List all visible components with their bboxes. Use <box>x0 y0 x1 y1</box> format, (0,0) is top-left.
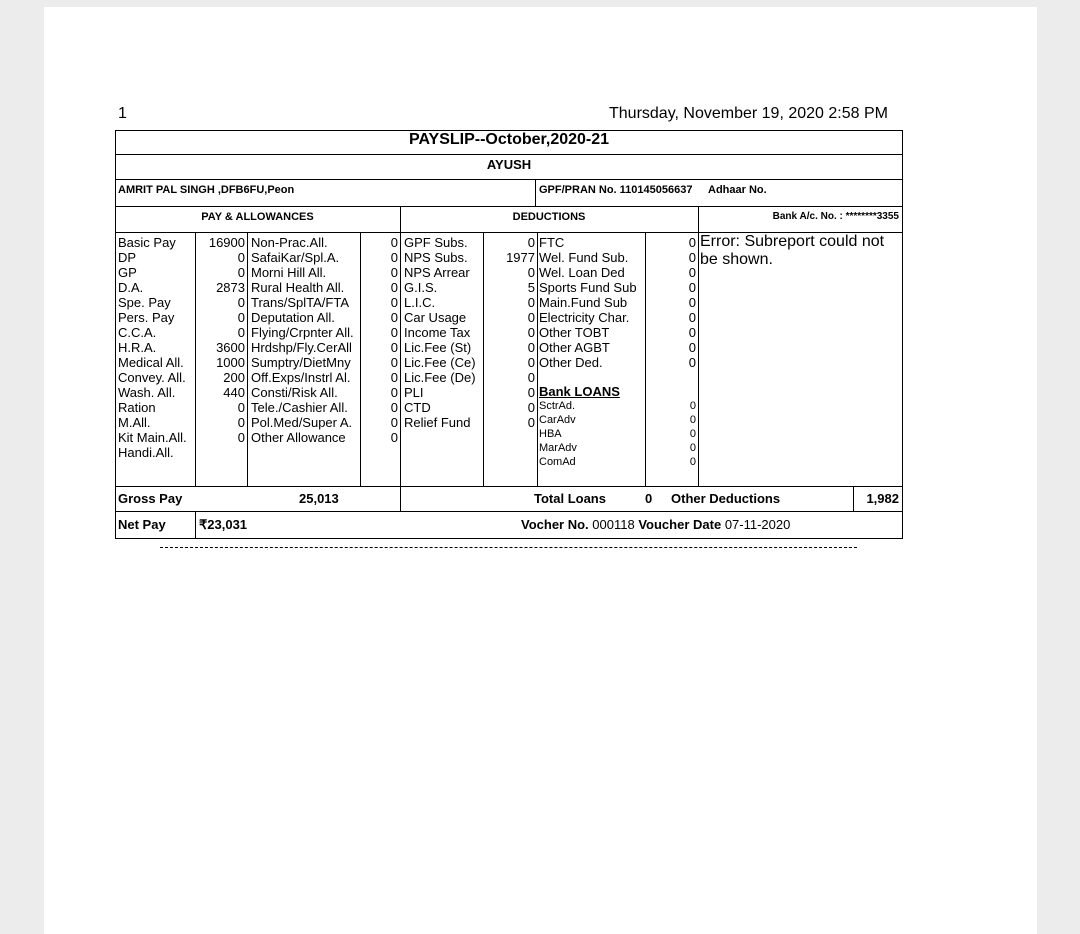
allowance-item-value: 0 <box>390 385 398 400</box>
pay-item-label: D.A. <box>118 280 144 295</box>
voucher-info <box>521 517 790 532</box>
loan-item-label: SctrAd. <box>539 400 576 412</box>
pay-item-label: Convey. All. <box>118 370 186 385</box>
allowance-item-value: 0 <box>390 355 398 370</box>
deduction-item-value: 0 <box>688 280 696 295</box>
pay-item-value: 0 <box>237 415 245 430</box>
deduction-item-label: Car Usage <box>404 310 467 325</box>
bank-loans-label: Bank LOANS <box>539 384 620 399</box>
allowance-item-value: 0 <box>390 400 398 415</box>
allowance-item-value: 0 <box>390 415 398 430</box>
loan-values <box>645 399 696 469</box>
pay-item-label: Medical All. <box>118 355 184 370</box>
total-loans-value: 0 <box>645 491 653 506</box>
allowance-item-label: Off.Exps/Instrl Al. <box>251 370 351 385</box>
deduction-values-1 <box>483 235 535 430</box>
deduction-item-label: Other TOBT <box>539 325 610 340</box>
deduction-item-label: Sports Fund Sub <box>539 280 637 295</box>
allowance-item-label: Sumptry/DietMny <box>251 355 351 370</box>
allowance-labels <box>251 235 354 445</box>
allowance-item-value: 0 <box>390 235 398 250</box>
allowance-item-label: Deputation All. <box>251 310 335 325</box>
allowance-item-label: Pol.Med/Super A. <box>251 415 353 430</box>
pay-item-value: 0 <box>237 295 245 310</box>
allowance-item-label: Tele./Cashier All. <box>251 400 348 415</box>
allowance-item-label: Trans/SplTA/FTA <box>251 295 349 310</box>
deduction-item-value: 0 <box>527 325 535 340</box>
deduction-item-label: Wel. Fund Sub. <box>539 250 629 265</box>
loan-item-value: 0 <box>689 428 696 440</box>
deduction-item-value: 0 <box>688 235 696 250</box>
deduction-item-value: 0 <box>688 340 696 355</box>
deduction-labels-2 <box>539 235 637 370</box>
aadhaar-label: Adhaar No. <box>708 184 767 196</box>
deduction-item-value: 0 <box>688 325 696 340</box>
deduction-labels-1 <box>404 235 476 430</box>
voucher-no-label: Vocher No. <box>521 517 589 532</box>
deduction-item-value: 0 <box>527 415 535 430</box>
deduction-item-label: Other Ded. <box>539 355 603 370</box>
deduction-item-value: 0 <box>527 400 535 415</box>
voucher-date: 07-11-2020 <box>724 517 791 532</box>
pay-item-value: 200 <box>223 370 245 385</box>
payslip-title: PAYSLIP--October,2020-21 <box>408 131 610 148</box>
cut-line <box>160 547 857 548</box>
other-deductions-value: 1,982 <box>866 491 899 506</box>
allowance-item-label: SafaiKar/Spl.A. <box>251 250 340 265</box>
allowance-item-label: Hrdshp/Fly.CerAll <box>251 340 352 355</box>
gross-pay-value: 25,013 <box>299 491 339 506</box>
pay-item-label: Pers. Pay <box>118 310 175 325</box>
deduction-item-value: 0 <box>688 310 696 325</box>
deduction-item-label: Other AGBT <box>539 340 610 355</box>
loan-item-label: HBA <box>539 428 562 440</box>
loan-item-value: 0 <box>689 442 696 454</box>
gpf-pran-number: GPF/PRAN No. 110145056637 <box>539 184 693 196</box>
allowance-item-value: 0 <box>390 430 398 445</box>
loan-item-value: 0 <box>689 456 696 468</box>
allowance-values <box>360 235 398 445</box>
deduction-item-label: L.I.C. <box>404 295 436 310</box>
deduction-item-label: Lic.Fee (St) <box>404 340 472 355</box>
net-pay-label: Net Pay <box>118 517 166 532</box>
pay-item-label: M.All. <box>118 415 151 430</box>
deduction-item-label: Lic.Fee (Ce) <box>404 355 476 370</box>
pay-item-value: 2873 <box>216 280 245 295</box>
voucher-no: 000118 <box>592 517 635 532</box>
pay-item-value: 0 <box>237 310 245 325</box>
pay-labels <box>118 235 187 460</box>
deduction-item-label: Wel. Loan Ded <box>539 265 625 280</box>
allowance-item-value: 0 <box>390 325 398 340</box>
employee-info: AMRIT PAL SINGH ,DFB6FU,Peon <box>118 184 295 196</box>
deduction-item-label: CTD <box>404 400 431 415</box>
loan-item-label: ComAd <box>539 456 576 468</box>
pay-item-label: Spe. Pay <box>118 295 171 310</box>
deduction-item-label: NPS Arrear <box>404 265 470 280</box>
other-deductions-label: Other Deductions <box>671 491 781 506</box>
deduction-item-value: 0 <box>688 355 696 370</box>
pay-allowances-header: PAY & ALLOWANCES <box>201 211 314 223</box>
deductions-header: DEDUCTIONS <box>512 211 586 223</box>
allowance-item-label: Flying/Crpnter All. <box>251 325 354 340</box>
pay-item-value: 3600 <box>216 340 245 355</box>
deduction-item-value: 0 <box>688 250 696 265</box>
pay-item-label: DP <box>118 250 137 265</box>
pay-item-value: 0 <box>237 250 245 265</box>
allowance-item-value: 0 <box>390 370 398 385</box>
deduction-item-label: NPS Subs. <box>404 250 468 265</box>
deduction-item-label: GPF Subs. <box>404 235 468 250</box>
deduction-item-label: Main.Fund Sub <box>539 295 628 310</box>
deduction-item-value: 5 <box>527 280 535 295</box>
pay-item-label: GP <box>118 265 137 280</box>
allowance-item-value: 0 <box>390 310 398 325</box>
gross-row <box>115 486 903 512</box>
loan-item-value: 0 <box>689 414 696 426</box>
pay-item-label: Basic Pay <box>118 235 176 250</box>
allowance-item-value: 0 <box>390 250 398 265</box>
deduction-item-label: G.I.S. <box>404 280 438 295</box>
gross-pay-label: Gross Pay <box>118 491 183 506</box>
deduction-item-value: 0 <box>527 235 535 250</box>
pay-item-value: 1000 <box>216 355 245 370</box>
subreport-error: Error: Subreport could not be shown. <box>700 233 885 268</box>
allowance-item-value: 0 <box>390 280 398 295</box>
loan-item-label: CarAdv <box>539 414 576 426</box>
pay-item-label: Wash. All. <box>118 385 176 400</box>
office-name: AYUSH <box>486 157 532 172</box>
print-datetime: Thursday, November 19, 2020 2:58 PM <box>609 105 888 122</box>
net-pay-value: ₹23,031 <box>199 517 248 532</box>
deduction-values-2 <box>645 235 696 370</box>
deduction-item-value: 0 <box>527 370 535 385</box>
allowance-item-label: Morni Hill All. <box>251 265 327 280</box>
deduction-item-value: 0 <box>527 265 535 280</box>
pay-item-value: 440 <box>223 385 245 400</box>
pay-item-label: C.C.A. <box>118 325 157 340</box>
allowance-item-label: Rural Health All. <box>251 280 345 295</box>
pay-item-value: 0 <box>237 265 245 280</box>
pay-item-value: 0 <box>237 430 245 445</box>
deduction-item-label: FTC <box>539 235 565 250</box>
allowance-item-label: Other Allowance <box>251 430 346 445</box>
deduction-item-value: 0 <box>688 295 696 310</box>
voucher-date-label: Voucher Date <box>638 517 722 532</box>
loan-item-label: MarAdv <box>539 442 577 454</box>
allowance-item-label: Consti/Risk All. <box>251 385 338 400</box>
loan-item-value: 0 <box>689 400 696 412</box>
deduction-item-label: Lic.Fee (De) <box>404 370 476 385</box>
pay-values <box>195 235 245 445</box>
pay-item-label: Handi.All. <box>118 445 174 460</box>
deduction-item-label: PLI <box>404 385 424 400</box>
deduction-item-value: 0 <box>527 340 535 355</box>
bank-account: Bank A/c. No. : ********3355 <box>772 211 899 222</box>
allowance-item-value: 0 <box>390 340 398 355</box>
pay-item-value: 0 <box>237 400 245 415</box>
pay-item-label: Kit Main.All. <box>118 430 187 445</box>
pay-item-label: Ration <box>118 400 156 415</box>
deduction-item-label: Relief Fund <box>404 415 471 430</box>
allowance-item-value: 0 <box>390 295 398 310</box>
deduction-item-value: 0 <box>527 355 535 370</box>
total-loans-label: Total Loans <box>534 491 606 506</box>
allowance-item-value: 0 <box>390 265 398 280</box>
deduction-item-value: 0 <box>527 385 535 400</box>
pay-item-value: 16900 <box>208 235 245 250</box>
deduction-item-value: 0 <box>527 310 535 325</box>
deduction-item-value: 1977 <box>506 250 535 265</box>
deduction-item-value: 0 <box>688 265 696 280</box>
deduction-item-label: Income Tax <box>404 325 471 340</box>
deduction-item-label: Electricity Char. <box>539 310 630 325</box>
deduction-item-value: 0 <box>527 295 535 310</box>
allowance-item-label: Non-Prac.All. <box>251 235 328 250</box>
pay-item-value: 0 <box>237 325 245 340</box>
pay-item-label: H.R.A. <box>118 340 157 355</box>
page-number: 1 <box>118 105 127 122</box>
loan-labels <box>539 399 577 469</box>
